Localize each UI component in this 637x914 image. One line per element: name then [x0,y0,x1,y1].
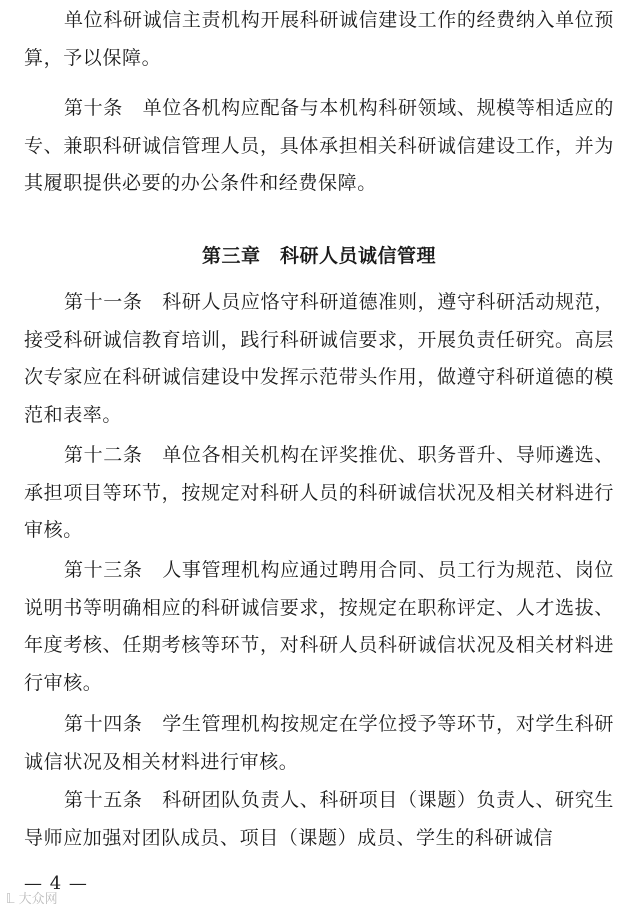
watermark: 𝕃 大众网 [6,892,58,907]
paragraph-article-14: 第十四条 学生管理机构按规定在学位授予等环节，对学生科研诚信状况及相关材料进行审核。 [24,713,614,773]
paragraph-article-15: 第十五条 科研团队负责人、科研项目（课题）负责人、研究生导师应加强对团队成员、项目（课题）成员、学生的科研诚信 [24,789,614,849]
chapter-heading: 第三章 科研人员诚信管理 [201,245,436,267]
paragraph-article-11: 第十一条 科研人员应恪守科研道德准则，遵守科研活动规范，接受科研诚信教育培训，践行科研诚信要求，开展负责任研究。高层次专家应在科研诚信建设中发挥示范带头作用，做遵守科研道德的模范和表率。 [24,291,614,426]
page-number: — 4 — [24,873,88,894]
paragraph-budget: 单位科研诚信主责机构开展科研诚信建设工作的经费纳入单位预算，予以保障。 [24,9,614,69]
paragraph-article-13: 第十三条 人事管理机构应通过聘用合同、员工行为规范、岗位说明书等明确相应的科研诚信要求，按规定在职称评定、人才选拔、年度考核、任期考核等环节，对科研人员科研诚信状况及相关材料进行审核。 [24,559,614,694]
paragraph-article-10: 第十条 单位各机构应配备与本机构科研领域、规模等相适应的专、兼职科研诚信管理人员，具体承担相关科研诚信建设工作，并为其履职提供必要的办公条件和经费保障。 [24,97,614,194]
paragraph-article-12: 第十二条 单位各相关机构在评奖推优、职务晋升、导师遴选、承担项目等环节，按规定对科研人员的科研诚信状况及相关材料进行审核。 [24,444,614,541]
